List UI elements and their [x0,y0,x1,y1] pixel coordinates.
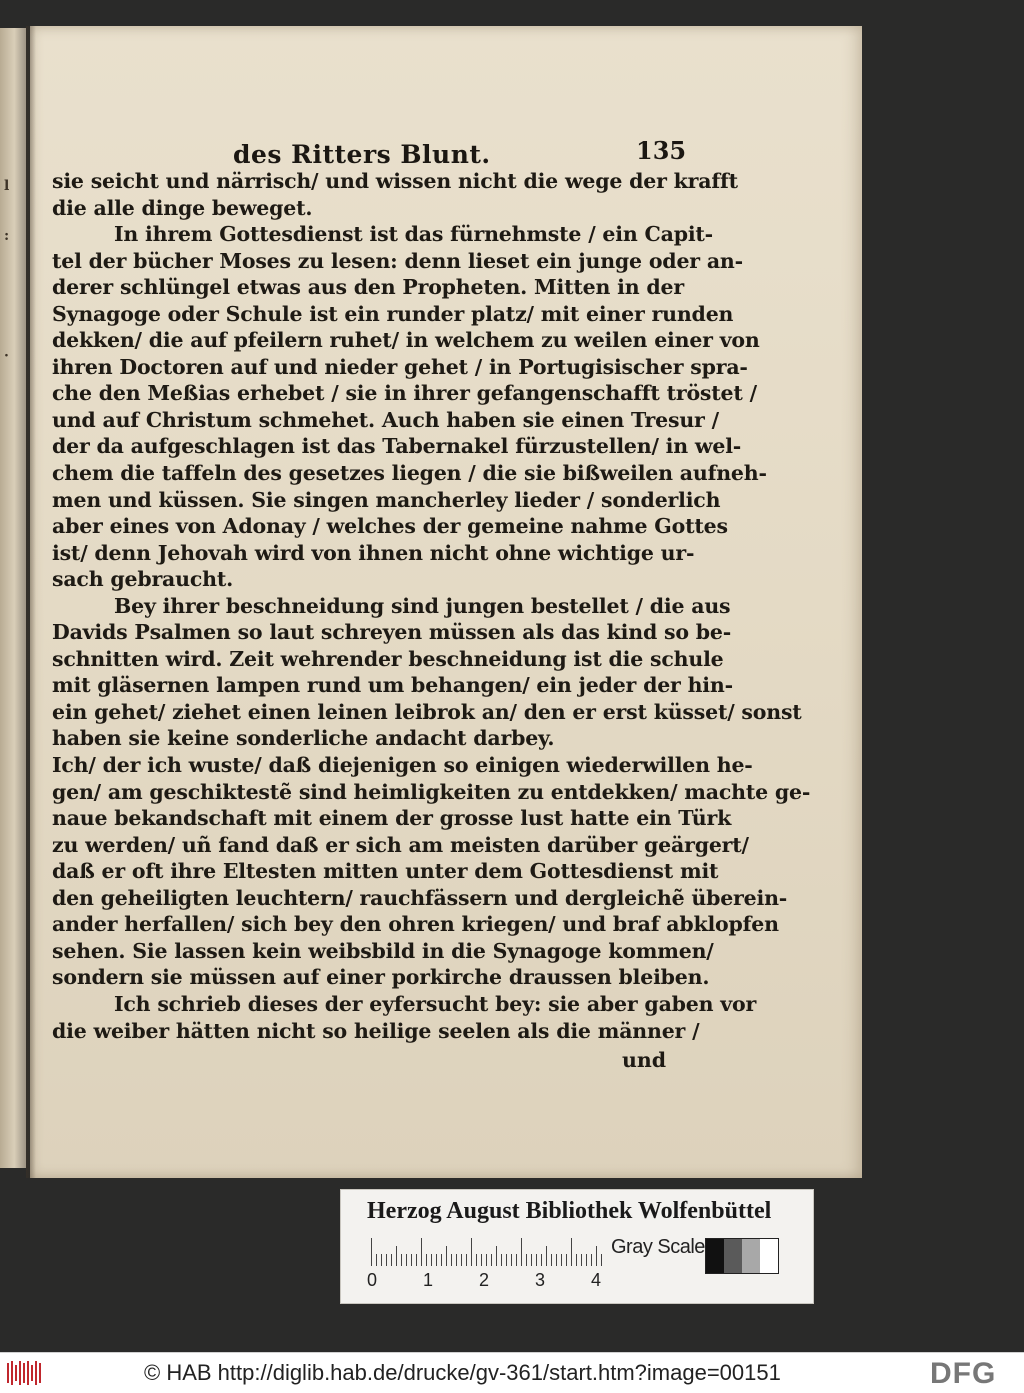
body-text [52,168,811,1044]
ruler-tick [521,1238,522,1266]
ruler-tick [456,1254,457,1266]
ruler-number: 4 [591,1270,602,1290]
text-line: ander herfallen/ sich bey den ohren kriegen/ und braf abklopfen [52,912,779,937]
text-line: sie seicht und närrisch/ und wissen nicht die wege der krafft [52,169,738,193]
ruler-tick [416,1254,417,1266]
text-line: sondern sie müssen auf einer porkirche draussen bleiben. [52,965,710,990]
text-line: Ich schrieb dieses der eyfersucht bey: sie aber gaben vor [114,991,757,1016]
footer-bar [0,1352,1024,1393]
page-number: 135 [636,136,687,165]
previous-page-edge [0,28,26,1168]
text-line: der da aufgeschlagen ist das Tabernakel fürzustellen/ in wel- [52,434,742,459]
ruler-tick [401,1254,402,1266]
ruler-tick [571,1238,572,1266]
gray-swatch [706,1239,724,1273]
ruler-tick [406,1254,407,1266]
text-line: tel der bücher Moses zu lesen: denn lieset ein junge oder an- [52,248,743,273]
ruler-tick [531,1254,532,1266]
ruler-tick [496,1246,497,1266]
ruler-tick [391,1254,392,1266]
gutter-shadow [26,26,36,1178]
ruler-tick [541,1254,542,1266]
ruler-number: 1 [423,1270,434,1290]
ruler-tick [566,1254,567,1266]
ruler-tick [411,1254,412,1266]
text-line: Bey ihrer beschneidung sind jungen bestellet / die aus [114,593,731,618]
ruler-tick [576,1254,577,1266]
ruler-tick [476,1254,477,1266]
text-line: men und küssen. Sie singen mancherley lieder / sonderlich [52,487,721,512]
edge-glyph: · [4,348,9,364]
ruler-tick [511,1254,512,1266]
ruler-tick [446,1246,447,1266]
text-line: schnitten wird. Zeit wehrender beschneidung ist die schule [52,646,724,671]
text-line: ihren Doctoren auf und nieder gehet / in Portugisischer spra- [52,354,748,379]
gray-scale-label: Gray Scale [611,1236,705,1258]
ruler-tick [451,1254,452,1266]
ruler-tick [561,1254,562,1266]
text-line: den geheiligten leuchtern/ rauchfässern und dergleichẽ überein- [52,885,788,910]
running-head: des Ritters Blunt. [233,140,491,169]
ruler-tick [536,1254,537,1266]
ruler-tick [591,1254,592,1266]
ruler-tick [526,1254,527,1266]
ruler-tick [436,1254,437,1266]
ruler-tick [471,1238,472,1266]
edge-glyph: l [4,178,10,194]
text-line: Synagoge oder Schule ist ein runder platz/ mit einer runden [52,301,734,326]
gray-swatch [724,1239,742,1273]
text-line: und auf Christum schmehet. Auch haben sie einen Tresur / [52,407,719,432]
ruler-tick [556,1254,557,1266]
text-line: daß er oft ihre Eltesten mitten unter dem Gottesdienst mit [52,859,719,884]
ruler-tick [441,1254,442,1266]
text-line: ist/ denn Jehovah wird von ihnen nicht ohne wichtige ur- [52,540,695,565]
ruler-tick [586,1254,587,1266]
ruler-tick [371,1238,372,1266]
ruler-tick [421,1238,422,1266]
text-line: gen/ am geschiktestẽ sind heimligkeiten zu entdekken/ machte ge- [52,779,811,804]
copyright-link[interactable]: © HAB http://diglib.hab.de/drucke/gv-361/start.htm?image=00151 [144,1360,781,1385]
text-line: naue bekandschaft mit einem der grosse lust hatte ein Türk [52,806,732,831]
text-line: sehen. Sie lassen kein weibsbild in die Synagoge kommen/ [52,938,714,963]
text-line: aber eines von Adonay / welches der gemeine nahme Gottes [52,514,728,539]
ruler-tick [386,1254,387,1266]
catchword: und [622,1048,667,1072]
ruler-tick [381,1254,382,1266]
ruler-tick [546,1246,547,1266]
ruler-tick [461,1254,462,1266]
ruler-number: 0 [367,1270,378,1290]
hab-logo-icon [6,1359,44,1387]
ruler-tick [481,1254,482,1266]
ruler-number: 2 [479,1270,490,1290]
text-line: derer schlüngel etwas aus den Propheten. Mitten in der [52,275,684,300]
text-line: In ihrem Gottesdienst ist das fürnehmste / ein Capit- [114,222,713,247]
ruler-tick [431,1254,432,1266]
ruler-numbers [367,1270,627,1294]
ruler-tick [501,1254,502,1266]
library-name: Herzog August Bibliothek Wolfenbüttel [367,1198,772,1224]
text-line: ein gehet/ ziehet einen leinen leibrok an/ den er erst küsset/ sonst [52,699,802,724]
text-line: zu werden/ uñ fand daß er sich am meisten darüber geärgert/ [52,832,749,857]
dfg-logo: DFG [930,1357,997,1390]
gray-scale-swatches [705,1238,779,1274]
ruler-tick [491,1254,492,1266]
ruler-tick [376,1254,377,1266]
ruler-number: 3 [535,1270,546,1290]
ruler-tick [581,1254,582,1266]
edge-glyph: : [4,228,10,244]
color-reference-card [340,1189,814,1304]
gray-swatch [742,1239,760,1273]
measurement-ruler [371,1238,601,1266]
text-line: che den Meßias erhebet / sie in ihrer gefangenschafft tröstet / [52,381,757,406]
text-line: die alle dinge beweget. [52,195,313,220]
text-line: dekken/ die auf pfeilern ruhet/ in welchem zu weilen einer von [52,328,760,353]
ruler-tick [506,1254,507,1266]
ruler-tick [551,1254,552,1266]
text-line: chem die taffeln des gesetzes liegen / die sie bißweilen aufneh- [52,461,767,486]
ruler-tick [596,1246,597,1266]
ruler-tick [601,1254,602,1266]
ruler-tick [466,1254,467,1266]
text-line: mit gläsernen lampen rund um behangen/ ein jeder der hin- [52,673,733,698]
text-line: Ich/ der ich wuste/ daß diejenigen so einigen wiederwillen he- [52,753,753,778]
text-line: Davids Psalmen so laut schreyen müssen als das kind so be- [52,620,732,645]
text-line: sach gebraucht. [52,567,234,592]
ruler-tick [396,1246,397,1266]
gray-swatch [760,1239,778,1273]
text-line: die weiber hätten nicht so heilige seelen als die männer / [52,1018,700,1043]
ruler-tick [486,1254,487,1266]
ruler-tick [516,1254,517,1266]
ruler-tick [426,1254,427,1266]
text-line: haben sie keine sonderliche andacht darbey. [52,726,555,751]
